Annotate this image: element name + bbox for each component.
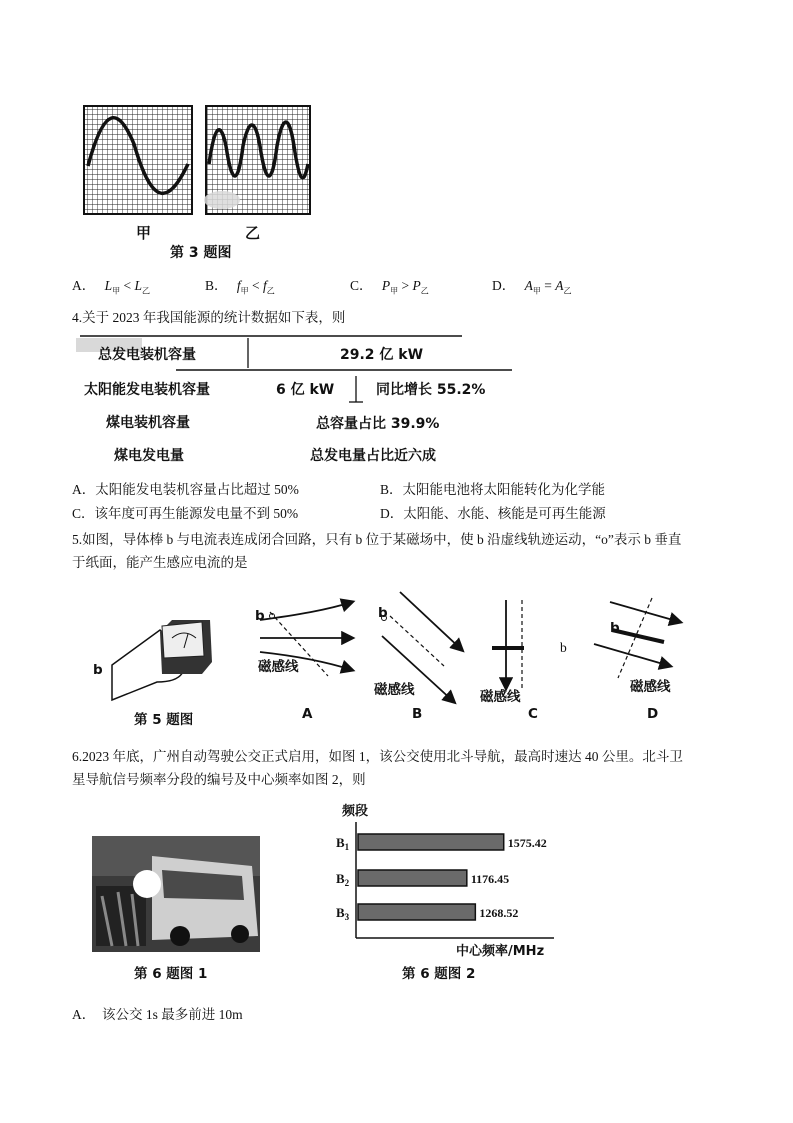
q4-option-d[interactable]: D．太阳能、水能、核能是可再生能源	[380, 506, 606, 521]
q5-option-b-label[interactable]: B	[412, 706, 423, 722]
q3-option-c[interactable]: C． $P_甲 > P_乙$	[350, 278, 429, 296]
option-d-diagram	[594, 598, 680, 678]
q3-waveform-grids	[82, 104, 312, 219]
q5-field-label-a: 磁感线	[258, 659, 299, 675]
bus-photo-illustration	[92, 836, 260, 952]
q5-b-label-c: b	[560, 640, 567, 655]
bus-photo	[92, 836, 260, 952]
q3-figure	[82, 104, 312, 219]
frequency-bar-chart	[330, 820, 560, 960]
q4-table	[76, 332, 516, 472]
q4-stem: 4.关于 2023 年我国能源的统计数据如下表，则	[72, 310, 346, 325]
q5-b-label-d: b	[610, 620, 620, 636]
q6-stem-line2: 星导航信号频率分段的编号及中心频率如图 2，则	[72, 772, 366, 787]
q3-option-d[interactable]: D． $A_甲 = A_乙$	[492, 278, 572, 296]
row-coal-capacity-value: 总容量占比 39.9%	[316, 416, 440, 432]
q5-b-label-a: b	[255, 608, 265, 624]
bar-B3	[358, 904, 475, 920]
row-coal-capacity-label: 煤电装机容量	[106, 415, 190, 431]
q5-diagrams	[82, 590, 702, 725]
q6-stem-line1: 6.2023 年底，广州自动驾驶公交正式启用，如图 1，该公交使用北斗导航，最高时速达 40 公里。北斗卫	[72, 749, 683, 764]
q6-figure1-caption: 第 6 题图 1	[134, 966, 208, 982]
q5-option-d-label[interactable]: D	[647, 706, 659, 722]
row-total-capacity-label: 总发电装机容量	[98, 347, 196, 363]
chart-x-axis-title: 中心频率/MHz	[456, 944, 545, 959]
q5-figure-caption: 第 5 题图	[134, 712, 194, 728]
q5-stem-line2: 于纸面，能产生感应电流的是	[72, 555, 248, 570]
chart-y-axis-title: 频段	[342, 804, 369, 819]
q3-option-a[interactable]: A． $L_甲 < L_乙$	[72, 278, 151, 296]
q5-field-label-d: 磁感线	[630, 679, 671, 695]
row-solar-capacity-label: 太阳能发电装机容量	[84, 382, 210, 398]
row-solar-capacity-growth: 同比增长 55.2%	[376, 382, 486, 398]
row-coal-generation-value: 总发电量占比近六成	[310, 448, 436, 464]
row-coal-generation-label: 煤电发电量	[114, 448, 184, 464]
q5-b-label-circuit: b	[93, 662, 103, 678]
wave-label-jia: 甲	[136, 224, 152, 242]
row-solar-capacity-value: 6 亿 kW	[276, 382, 335, 398]
frequency-chart	[330, 820, 560, 960]
q5-field-label-c: 磁感线	[480, 689, 521, 705]
option-c-diagram	[492, 600, 524, 690]
category-label-B1: $B_1$	[336, 835, 350, 852]
q4-option-a[interactable]: A．太阳能发电装机容量占比超过 50%	[72, 482, 299, 497]
row-total-capacity-value: 29.2 亿 kW	[340, 347, 424, 363]
q6-option-a[interactable]: A． 该公交 1s 最多前进 10m	[72, 1007, 243, 1022]
bar-B1	[358, 834, 504, 850]
q5-stem-line1: 5.如图，导体棒 b 与电流表连成闭合回路，只有 b 位于某磁场中，使 b 沿虚线轨迹运动，“o”表示 b 垂直	[72, 532, 682, 547]
q3-option-b[interactable]: B． $f_甲 < f_乙$	[205, 278, 275, 296]
q5-option-a-label[interactable]: A	[302, 706, 313, 722]
q5-field-label-b: 磁感线	[374, 682, 415, 698]
bar-value-label-B3: 1268.52	[479, 906, 519, 920]
q5-option-c-label[interactable]: C	[528, 706, 538, 722]
category-label-B3: $B_3$	[336, 905, 350, 922]
bar-value-label-B2: 1176.45	[470, 872, 510, 886]
smudge	[204, 191, 240, 209]
bar-B2	[358, 870, 467, 886]
wave-label-yi: 乙	[245, 224, 261, 242]
category-label-B2: $B_2$	[336, 871, 350, 888]
q3-figure-caption: 第 3 题图	[170, 245, 232, 261]
ammeter-icon	[160, 620, 212, 674]
q6-figure2-caption: 第 6 题图 2	[402, 966, 476, 982]
bar-value-label-B1: 1575.42	[507, 836, 547, 850]
q5-b-label-b: b	[378, 605, 388, 621]
q5-figures	[82, 590, 702, 725]
q4-option-c[interactable]: C．该年度可再生能源发电量不到 50%	[72, 506, 299, 521]
q4-option-b[interactable]: B．太阳能电池将太阳能转化为化学能	[380, 482, 606, 497]
